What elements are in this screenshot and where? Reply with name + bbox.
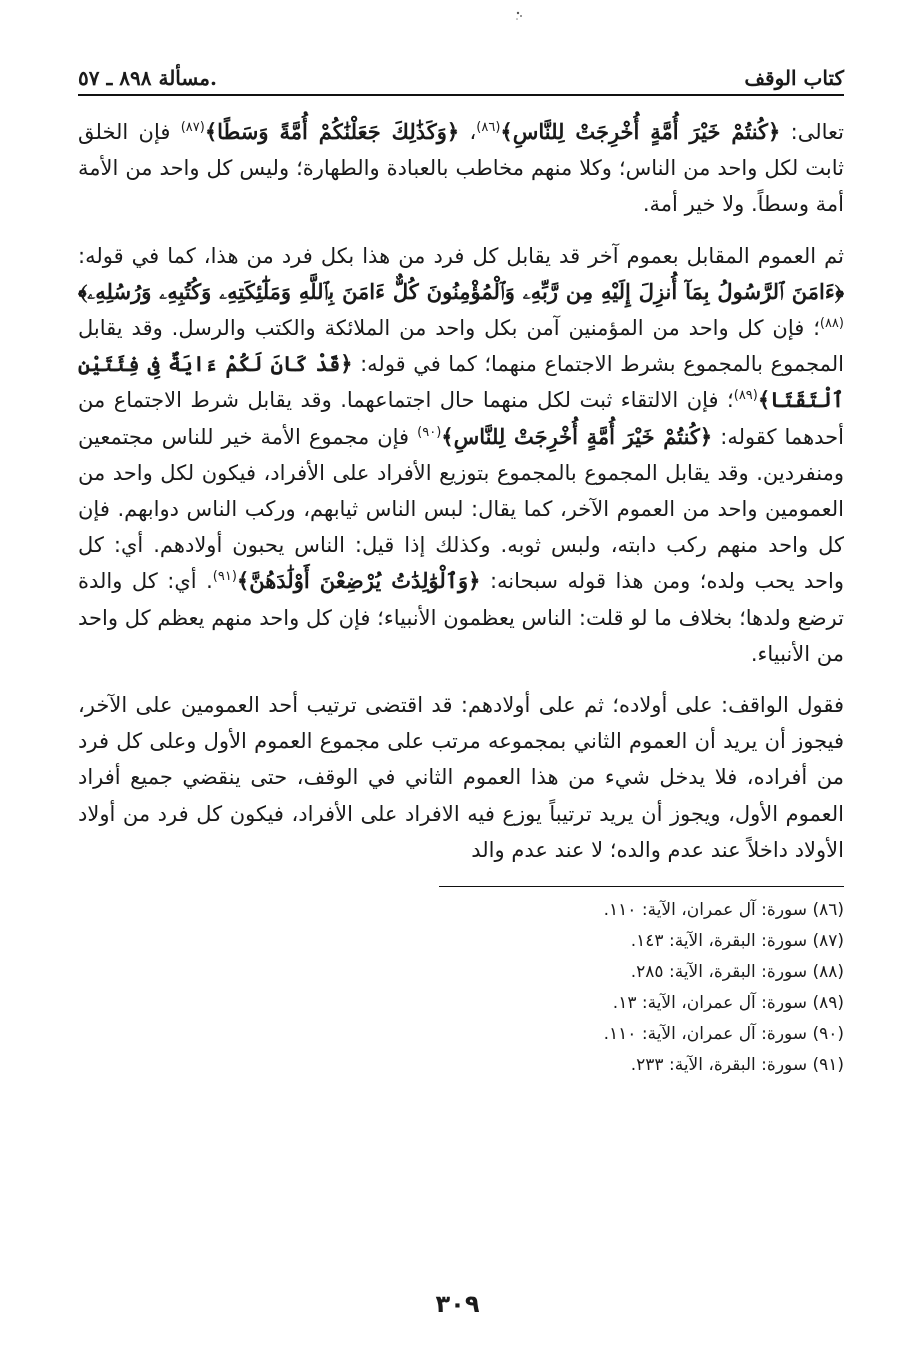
- main-text: [78, 114, 844, 868]
- footnote-ref: (٨٨): [819, 316, 844, 332]
- quran-verse: ﴿وَٱلْوَٰلِدَٰتُ يُرْضِعْنَ أَوْلَٰدَهُنَّ﴾: [236, 568, 481, 594]
- text-run: . أي: كل والدة ترضع ولدها؛ بخلاف ما لو قلت: الناس يعظمون الأنبياء؛ فإن كل واحد منهم يعظم كل واحد من الأنبياء.: [78, 569, 844, 666]
- quran-verse: ﴿قَدْ كَانَ لَكُمْ ءَايَةٌ فِى فِئَتَيْنِ ٱلْتَقَتَا﴾: [78, 351, 844, 413]
- quran-verse: ﴿ءَامَنَ ٱلرَّسُولُ بِمَآ أُنزِلَ إِلَيْهِ مِن رَّبِّهِۦ وَٱلْمُؤْمِنُونَ كُلٌّ ءَامَنَ بِٱللَّهِ وَمَلَٰٓئِكَتِهِۦ وَكُتُبِهِۦ وَرُسُلِهِۦ﴾: [78, 278, 844, 304]
- quran-verse: ﴿كُنتُمْ خَيْرَ أُمَّةٍ أُخْرِجَتْ لِلنَّاسِ﴾: [500, 119, 781, 144]
- footnote-91: (٩١) سورة: البقرة، الآية: ٢٣٣.: [630, 1055, 844, 1076]
- text-run: ؛ فإن كل واحد من المؤمنين آمن بكل واحد من الملائكة والكتب والرسل. وقد يقابل المجموع بالمجموع بشرط الاجتماع منهما؛ كما في قوله:: [78, 316, 844, 377]
- footnote-89: (٨٩) سورة: آل عمران، الآية: ١٣.: [612, 993, 844, 1014]
- footnote-87: (٨٧) سورة: البقرة، الآية: ١٤٣.: [630, 931, 844, 952]
- text-run: ثم العموم المقابل بعموم آخر قد يقابل كل فرد من هذا بكل فرد من هذا، كما في قوله:: [78, 243, 844, 268]
- text-run: فإن الخلق ثابت لكل واحد من الناس؛ وكلا منهم مخاطب بالعبادة والطهارة؛ وليس كل واحد من الأمة أمة وسطاً. ولا خير أمة.: [78, 120, 844, 217]
- footnote-88: (٨٨) سورة: البقرة، الآية: ٢٨٥.: [630, 962, 844, 983]
- footnotes: [78, 895, 844, 1081]
- text-run: فقول الواقف: على أولاده؛ ثم على أولادهم: قد اقتضى ترتيب أحد العمومين على الآخر، فيجوز أن يريد أن العموم الثاني بمجموعه مرتب على مجموع العموم الأول وعلى كل فرد من أفراده، فلا يدخل شيء من هذا العموم الثاني في الوقف، حتى ينقضي جميع أفراد العموم الأول، ويجوز أن يريد ترتيباً يوزع فيه الافراد على الأفراد، فيكون كل فرد من أولاد الأولاد داخلاً عند عدم والده؛ لا عند عدم والد: [78, 693, 844, 862]
- footnote-divider: [439, 886, 844, 887]
- paragraph-2: [78, 238, 844, 672]
- text-run: تعالى:: [780, 120, 845, 144]
- paragraph-1: [78, 114, 844, 223]
- paragraph-3: [78, 687, 844, 868]
- footnote-ref: (٨٧): [180, 120, 205, 135]
- footnote-ref: (٨٩): [733, 388, 758, 404]
- issue-label: .مسألة ٨٩٨ ـ ٥٧: [78, 66, 217, 90]
- page-number: ٣٠٩: [435, 1290, 480, 1318]
- footnote-ref: (٩٠): [417, 424, 442, 440]
- book-page: [78, 50, 844, 1081]
- footnote-86: (٨٦) سورة: آل عمران، الآية: ١١٠.: [603, 900, 844, 921]
- text-run: فإن مجموع الأمة خير للناس مجتمعين ومنفردين. وقد يقابل المجموع بالمجموع بتوزيع الأفراد على الأفراد، فيكون لكل واحد من العمومين واحد من العموم الآخر، كما يقال: لبس الناس ثيابهم، وركب الناس دوابهم. فإن كل واحد منهم ركب دابته، ولبس ثوبه. وكذلك إذا قيل: الناس يحبون أولادهم. أي: كل واحد يحب ولده؛ ومن هذا قوله سبحانه:: [78, 424, 845, 594]
- footnote-ref: (٩١): [212, 569, 237, 585]
- running-header: [78, 50, 844, 96]
- footnote-ref: (٨٦): [476, 120, 501, 135]
- book-title: كتاب الوقف: [744, 66, 844, 90]
- text-run: ،: [459, 120, 477, 144]
- text-run: ؛ فإن الالتقاء ثبت لكل منهما حال اجتماعهما. وقد يقابل شرط الاجتماع من أحدهما كقوله:: [78, 388, 844, 449]
- scan-speck: [512, 8, 526, 24]
- quran-verse: ﴿كُنتُمْ خَيْرَ أُمَّةٍ أُخْرِجَتْ لِلنَّاسِ﴾: [441, 423, 713, 449]
- quran-verse: ﴿وَكَذَٰلِكَ جَعَلْنَٰكُمْ أُمَّةً وَسَطًا﴾: [204, 119, 460, 144]
- footnote-90: (٩٠) سورة: آل عمران، الآية: ١١٠.: [603, 1024, 844, 1045]
